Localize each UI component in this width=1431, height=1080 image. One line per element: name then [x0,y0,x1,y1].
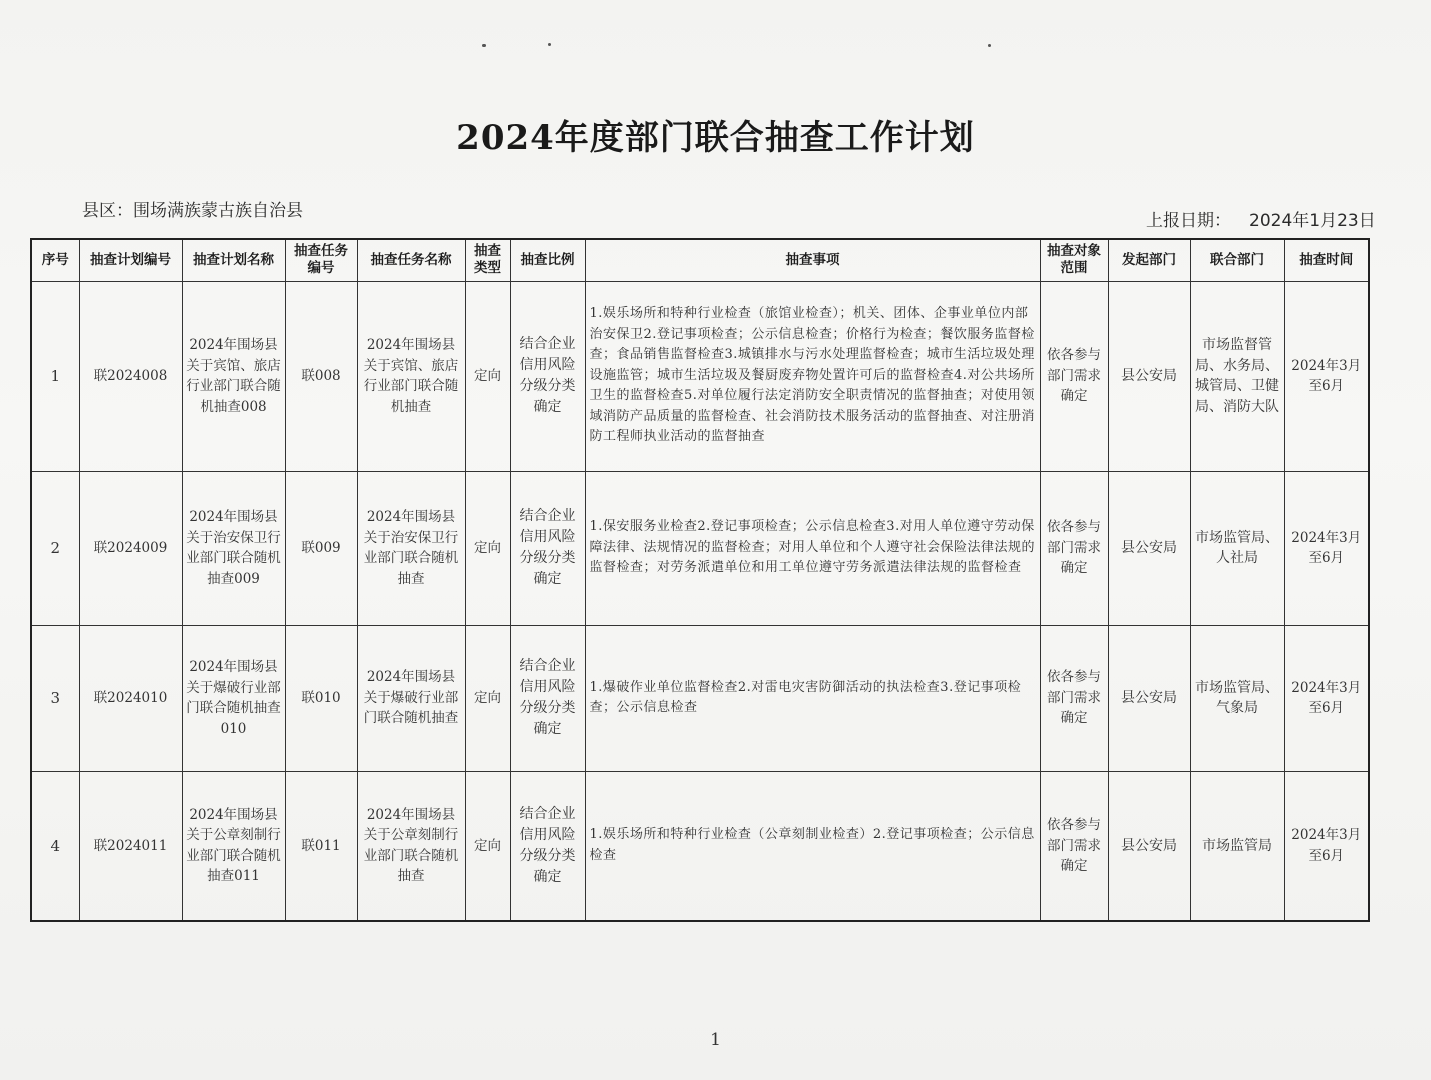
header-plan-code: 抽查计划编号 [79,239,182,281]
report-date-line [1146,206,1376,231]
page-number: 1 [710,1030,721,1050]
cell-joint: 市场监督管局、水务局、城管局、卫健局、消防大队 [1190,281,1284,471]
cell-initiator: 县公安局 [1108,281,1190,471]
cell-plan-name: 2024年围场县关于宾馆、旅店行业部门联合随机抽查008 [182,281,285,471]
county-label: 县区：围场满族蒙古族自治县 [82,201,303,221]
cell-seq: 3 [31,625,79,771]
header-task-code: 抽查任务编号 [285,239,357,281]
cell-plan-code: 联2024010 [79,625,182,771]
cell-initiator: 县公安局 [1108,471,1190,625]
header-task-name: 抽查任务名称 [357,239,465,281]
speck-mark [548,43,551,46]
cell-time: 2024年3月至6月 [1284,281,1369,471]
header-type: 抽查类型 [465,239,510,281]
cell-type: 定向 [465,771,510,921]
cell-task-code: 联011 [285,771,357,921]
cell-plan-code: 联2024008 [79,281,182,471]
cell-task-name: 2024年围场县关于爆破行业部门联合随机抽查 [357,625,465,771]
speck-mark [988,44,991,47]
header-items: 抽查事项 [585,239,1040,281]
cell-scope: 依各参与部门需求确定 [1040,281,1108,471]
cell-task-code: 联009 [285,471,357,625]
table-row [31,771,1369,921]
cell-task-code: 联010 [285,625,357,771]
cell-time: 2024年3月至6月 [1284,471,1369,625]
cell-plan-code: 联2024011 [79,771,182,921]
cell-ratio: 结合企业信用风险分级分类确定 [510,471,585,625]
cell-scope: 依各参与部门需求确定 [1040,471,1108,625]
cell-plan-code: 联2024009 [79,471,182,625]
cell-type: 定向 [465,471,510,625]
cell-task-name: 2024年围场县关于公章刻制行业部门联合随机抽查 [357,771,465,921]
cell-seq: 1 [31,281,79,471]
report-date-value: 2024年1月23日 [1249,211,1376,231]
cell-seq: 4 [31,771,79,921]
cell-task-name: 2024年围场县关于宾馆、旅店行业部门联合随机抽查 [357,281,465,471]
cell-time: 2024年3月至6月 [1284,771,1369,921]
table-header-row [31,239,1369,281]
report-date-label: 上报日期： [1146,211,1231,231]
table-row [31,281,1369,471]
cell-plan-name: 2024年围场县关于爆破行业部门联合随机抽查010 [182,625,285,771]
header-plan-name: 抽查计划名称 [182,239,285,281]
header-initiator: 发起部门 [1108,239,1190,281]
table-row [31,471,1369,625]
cell-plan-name: 2024年围场县关于公章刻制行业部门联合随机抽查011 [182,771,285,921]
header-seq: 序号 [31,239,79,281]
table-row [31,625,1369,771]
cell-initiator: 县公安局 [1108,771,1190,921]
cell-ratio: 结合企业信用风险分级分类确定 [510,281,585,471]
cell-items: 1.娱乐场所和特种行业检查（旅馆业检查）；机关、团体、企事业单位内部治安保卫2.登记事项检查；公示信息检查；价格行为检查；餐饮服务监督检查；食品销售监督检查3.城镇排水与污水处理监督检查；城市生活垃圾处理设施监管；城市生活垃圾及餐厨废弃物处置许可后的监督检查4.对公共场所卫生的监督检查5.对单位履行法定消防安全职责情况的监督抽查；对使用领域消防产品质量的监督检查、社会消防技术服务活动的监督抽查、对注册消防工程师执业活动的监督抽查 [585,281,1040,471]
cell-ratio: 结合企业信用风险分级分类确定 [510,625,585,771]
cell-plan-name: 2024年围场县关于治安保卫行业部门联合随机抽查009 [182,471,285,625]
cell-joint: 市场监管局、气象局 [1190,625,1284,771]
cell-scope: 依各参与部门需求确定 [1040,625,1108,771]
header-time: 抽查时间 [1284,239,1369,281]
cell-seq: 2 [31,471,79,625]
header-ratio: 抽查比例 [510,239,585,281]
document-title: 2024年度部门联合抽查工作计划 [456,118,975,158]
speck-mark [482,44,486,47]
cell-type: 定向 [465,281,510,471]
inspection-plan-table [30,238,1370,922]
header-joint: 联合部门 [1190,239,1284,281]
header-scope: 抽查对象范围 [1040,239,1108,281]
cell-joint: 市场监管局 [1190,771,1284,921]
cell-task-name: 2024年围场县关于治安保卫行业部门联合随机抽查 [357,471,465,625]
cell-scope: 依各参与部门需求确定 [1040,771,1108,921]
cell-initiator: 县公安局 [1108,625,1190,771]
cell-task-code: 联008 [285,281,357,471]
cell-items: 1.爆破作业单位监督检查2.对雷电灾害防御活动的执法检查3.登记事项检查；公示信息检查 [585,625,1040,771]
cell-time: 2024年3月至6月 [1284,625,1369,771]
cell-items: 1.保安服务业检查2.登记事项检查；公示信息检查3.对用人单位遵守劳动保障法律、法规情况的监督检查；对用人单位和个人遵守社会保险法律法规的监督检查；对劳务派遣单位和用工单位遵守劳务派遣法律法规的监督检查 [585,471,1040,625]
cell-joint: 市场监管局、人社局 [1190,471,1284,625]
cell-type: 定向 [465,625,510,771]
cell-items: 1.娱乐场所和特种行业检查（公章刻制业检查）2.登记事项检查；公示信息检查 [585,771,1040,921]
cell-ratio: 结合企业信用风险分级分类确定 [510,771,585,921]
